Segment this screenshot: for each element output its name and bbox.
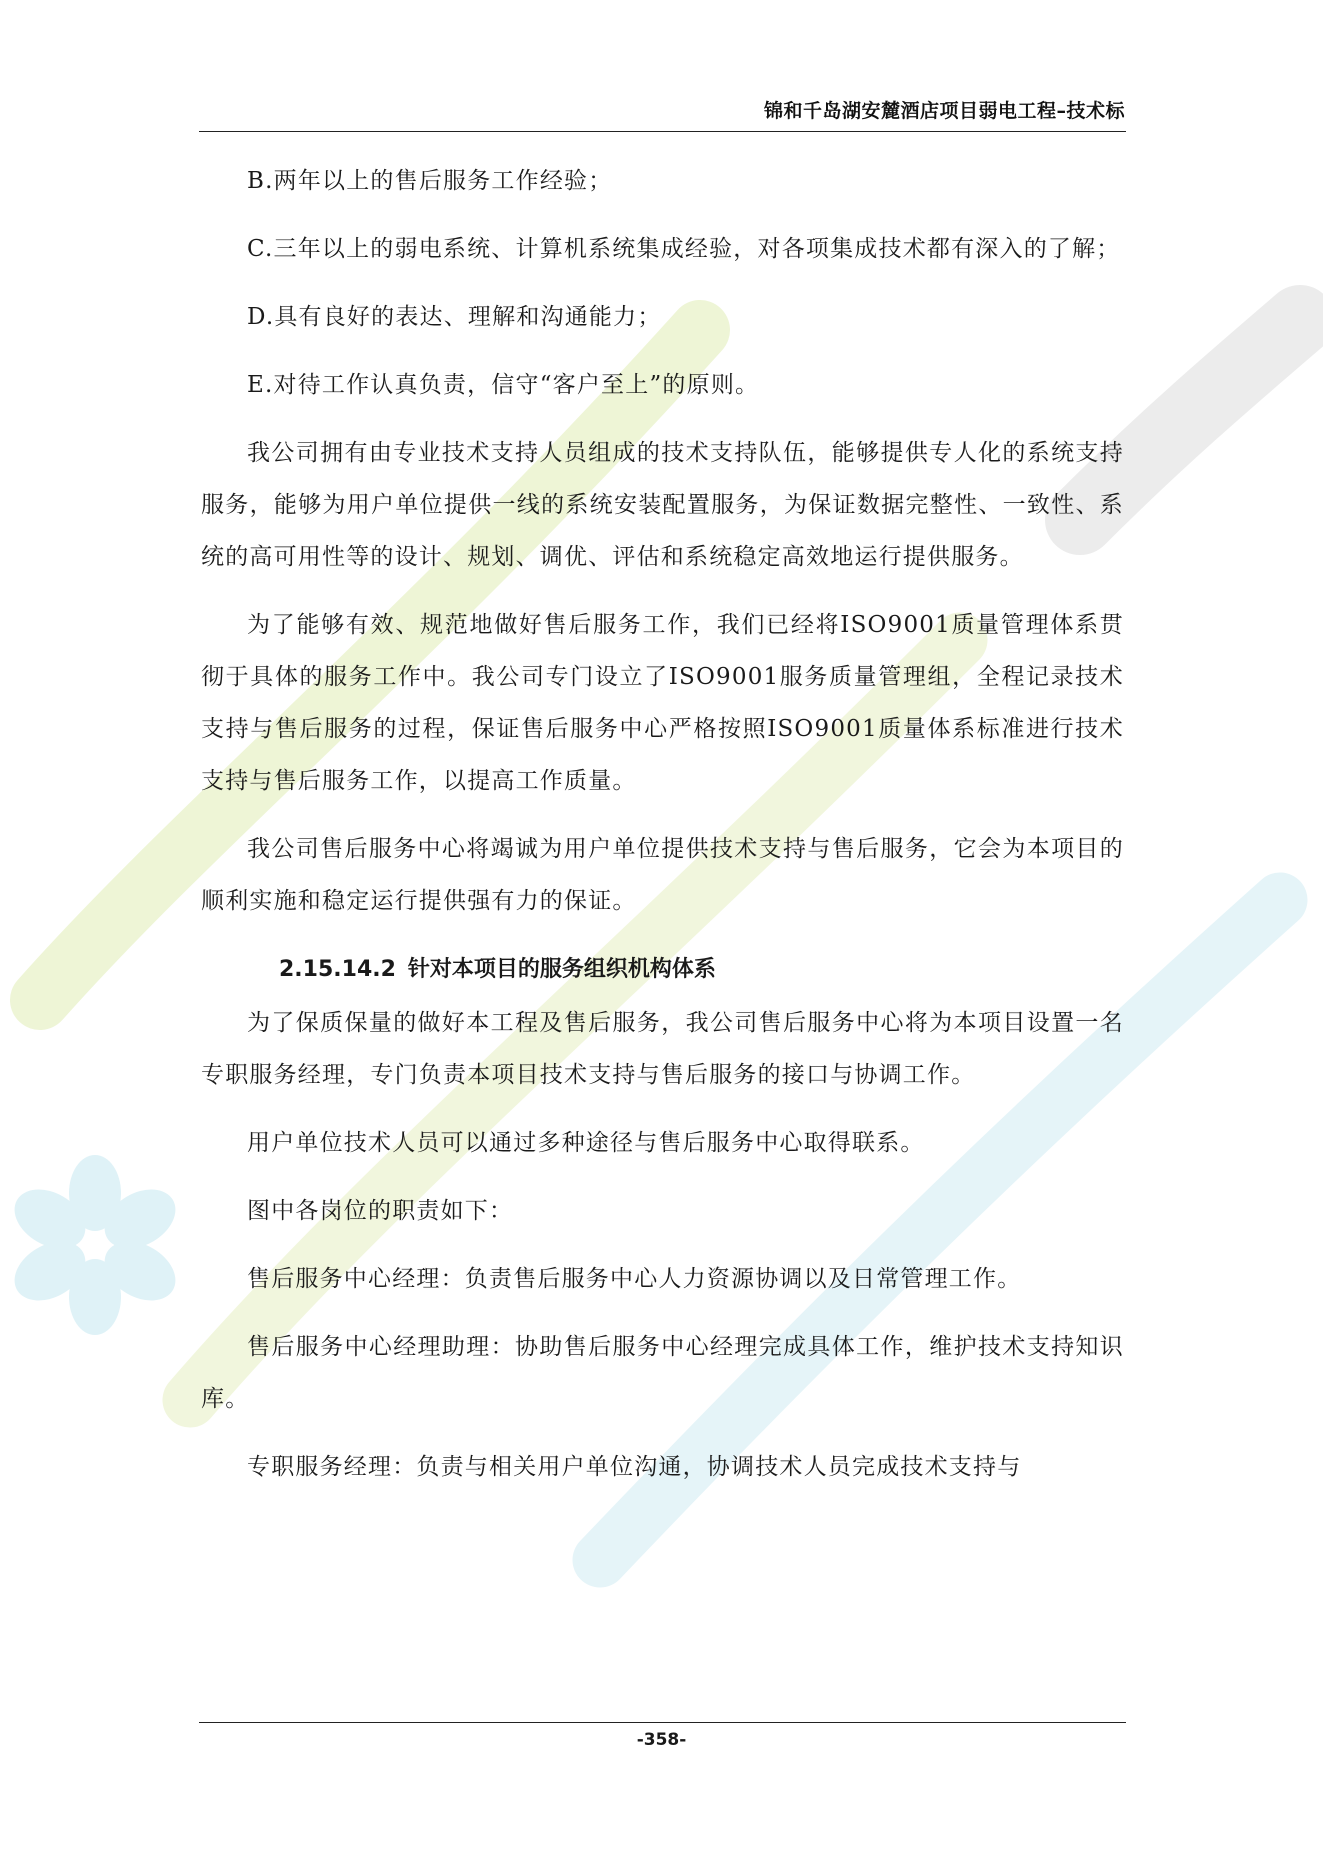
paragraph-iso9001: 为了能够有效、规范地做好售后服务工作，我们已经将ISO9001质量管理体系贯彻于具体的服务工作中。我公司专门设立了ISO9001服务质量管理组，全程记录技术支持与售后服务的过程，保证售后服务中心严格按照ISO9001质量体系标准进行技术支持与售后服务工作，以提高工作质量。 (201, 612, 1124, 794)
flower-logo-icon (4, 1155, 186, 1335)
paragraph-requirement-d: D.具有良好的表达、理解和沟通能力； (247, 304, 662, 330)
section-heading (201, 943, 1124, 997)
paragraph-dedicated-manager: 专职服务经理：负责与相关用户单位沟通，协调技术人员完成技术支持与 (247, 1454, 1022, 1480)
paragraph-support-team: 我公司拥有由专业技术支持人员组成的技术支持队伍，能够提供专人化的系统支持服务，能够为用户单位提供一线的系统安装配置服务，为保证数据完整性、一致性、系统的高可用性等的设计、规划、调优、评估和系统稳定高效地运行提供服务。 (201, 440, 1124, 570)
page-body (201, 155, 1124, 1509)
page-number: -358- (636, 1730, 687, 1750)
header-title: 锦和千岛湖安麓酒店项目弱电工程–技术标 (763, 100, 1125, 122)
paragraph-service-manager: 为了保质保量的做好本工程及售后服务，我公司售后服务中心将为本项目设置一名专职服务经理，专门负责本项目技术支持与售后服务的接口与协调工作。 (201, 1010, 1124, 1088)
paragraph-requirement-c: C.三年以上的弱电系统、计算机系统集成经验，对各项集成技术都有深入的了解； (247, 236, 1121, 262)
paragraph-requirement-e: E.对待工作认真负责，信守“客户至上”的原则。 (247, 372, 760, 398)
header-rule (199, 131, 1126, 132)
paragraph-center-manager: 售后服务中心经理：负责售后服务中心人力资源协调以及日常管理工作。 (247, 1266, 1022, 1292)
section-title: 针对本项目的服务组织机构体系 (407, 957, 716, 982)
footer-rule (199, 1722, 1126, 1723)
paragraph-contact: 用户单位技术人员可以通过多种途径与售后服务中心取得联系。 (247, 1130, 925, 1156)
section-number: 2.15.14.2 (279, 957, 396, 982)
paragraph-manager-assistant: 售后服务中心经理助理：协助售后服务中心经理完成具体工作，维护技术支持知识库。 (201, 1334, 1124, 1412)
paragraph-duties-intro: 图中各岗位的职责如下： (247, 1198, 514, 1224)
paragraph-service-center: 我公司售后服务中心将竭诚为用户单位提供技术支持与售后服务，它会为本项目的顺利实施和稳定运行提供强有力的保证。 (201, 836, 1124, 914)
paragraph-requirement-b: B.两年以上的售后服务工作经验； (247, 168, 613, 194)
